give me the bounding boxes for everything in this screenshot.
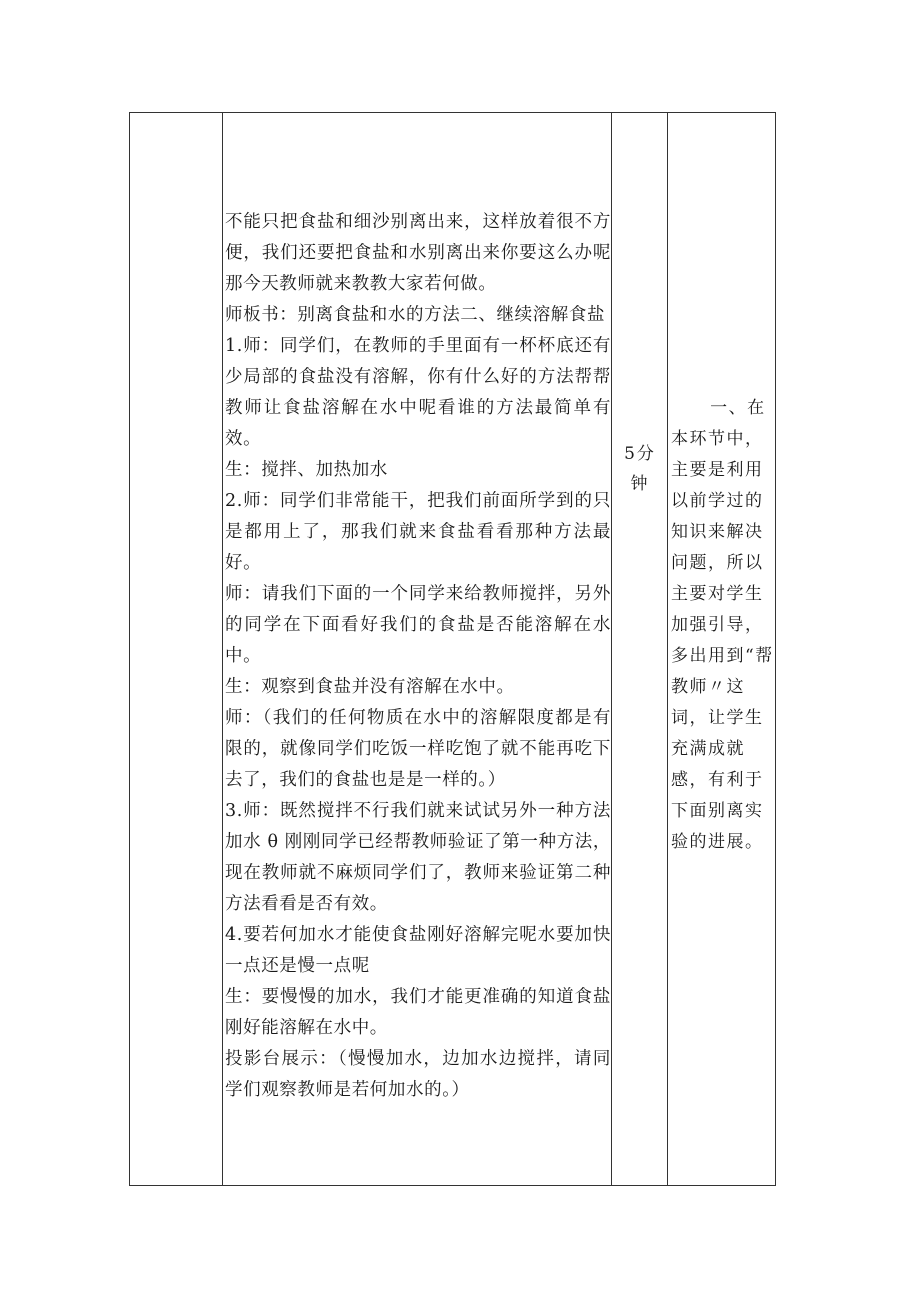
time-unit: 钟 <box>630 474 650 494</box>
content-paragraph: 师：请我们下面的一个同学来给教师搅拌，另外的同学在下面看好我们的食盐是否能溶解在水中。 <box>225 584 611 666</box>
content-paragraph: 生：要慢慢的加水，我们才能更准确的知道食盐刚好能溶解在水中。 <box>225 987 611 1038</box>
design-intent-paragraph: 一、在本环节中，主要是利用以前学过的知识来解决问题，所以主要对学生加强引导，多出用到“帮教师〃这词，让学生充满成就感，有利于下面别离实验的进展。 <box>671 398 774 852</box>
time-column <box>612 113 668 1185</box>
design-intent-column <box>668 113 775 1185</box>
blank-column <box>130 113 223 1185</box>
teaching-process-text <box>225 207 611 1106</box>
design-intent-text <box>671 393 774 858</box>
content-paragraph: 师板书：别离食盐和水的方法二、继续溶解食盐 <box>225 305 606 325</box>
teaching-process-column <box>223 113 612 1185</box>
content-paragraph: 3.师：既然搅拌不行我们就来试试另外一种方法加水 θ 刚刚同学已经帮教师验证了第一种方法，现在教师就不麻烦同学们了，教师来验证第二种方法看看是否有效。 <box>225 801 611 914</box>
time-value: 5分 <box>624 444 656 464</box>
content-paragraph: 生：观察到食盐并没有溶解在水中。 <box>225 677 515 697</box>
content-paragraph: 2.师：同学们非常能干，把我们前面所学到的只是都用上了，那我们就来食盐看看那种方法最好。 <box>225 491 611 573</box>
content-paragraph: 不能只把食盐和细沙别离出来，这样放着很不方便，我们还要把食盐和水别离出来你要这么办呢那今天教师就来教教大家若何做。 <box>225 212 611 294</box>
content-paragraph: 4.要若何加水才能使食盐刚好溶解完呢水要加快一点还是慢一点呢 <box>225 925 611 976</box>
lesson-plan-table <box>129 112 776 1186</box>
content-paragraph: 师：（我们的任何物质在水中的溶解限度都是有限的，就像同学们吃饭一样吃饱了就不能再吃下去了，我们的食盐也是是一样的。） <box>225 708 611 790</box>
time-allocation <box>612 439 668 499</box>
content-paragraph: 投影台展示：（慢慢加水，边加水边搅拌，请同学们观察教师是若何加水的。） <box>225 1049 611 1100</box>
content-paragraph: 1.师：同学们，在教师的手里面有一杯杯底还有少局部的食盐没有溶解，你有什么好的方法帮帮教师让食盐溶解在水中呢看谁的方法最简单有效。 <box>225 336 611 449</box>
content-paragraph: 生：搅拌、加热加水 <box>225 460 388 480</box>
